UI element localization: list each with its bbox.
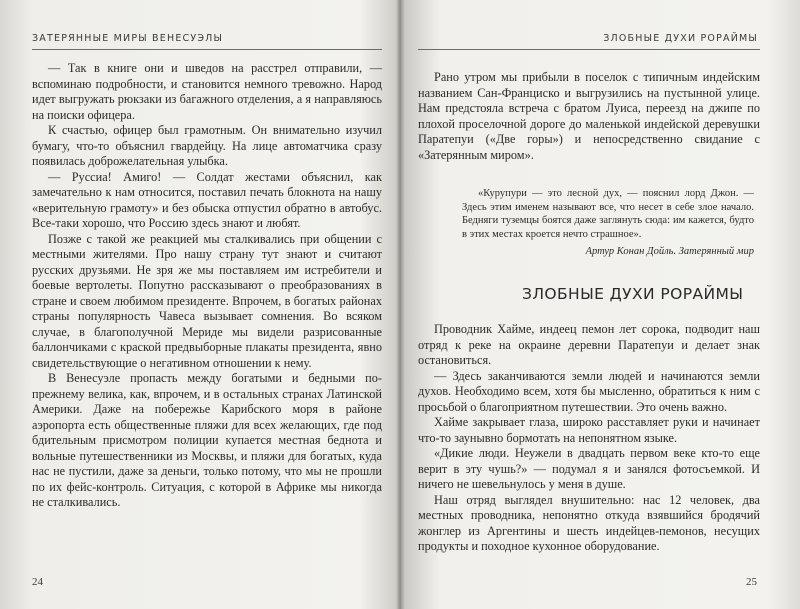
paragraph: К счастью, офицер был грамотным. Он внимательно изучил бумагу, что-то объяснил гвардейцу. На лице автоматчика сразу появилась доброжелательная улыбка. <box>32 123 382 168</box>
page-number: 24 <box>32 576 43 588</box>
intro-text <box>418 70 760 163</box>
paragraph: — Здесь заканчиваются земли людей и начинаются земли духов. Необходимо всем, хотя бы мысленно, обратиться к ним с просьбой о благоприятном путешествии. Это очень важно. <box>418 368 760 414</box>
right-body-text <box>418 322 760 555</box>
paragraph: Проводник Хайме, индеец пемон лет сорока, подводит наш отряд к реке на окраине деревни Паратепуи и делает знак остановиться. <box>418 322 760 367</box>
epigraph-text: «Курупури — это лесной дух, — пояснил лорд Джон. — Здесь этим именем называют все, что несет в себе злое начало. Бедняги туземцы боятся даже заглянуть сюда: им кажется, будто в этих местах кроется нечто страшное». <box>462 188 754 240</box>
paragraph: — Руссиа! Амиго! — Солдат жестами объяснил, как замечательно к нам относится, поставил печать блокнота на нашу «верительную грамоту» и без обыска отпустил обратно в автобус. Все-таки хорошо, что Россию здесь знают и любят. <box>32 169 382 230</box>
paragraph: Рано утром мы прибыли в поселок с типичным индейским названием Сан-Франциско и выгрузились на пустынной улице. Нам предстояла встреча с братом Луиса, переезд на джипе по плохой проселочной дороге до маленькой индейской деревушки Паратепуи («Две горы») и непосредственно свидание с «Затерянным миром». <box>418 70 760 162</box>
paragraph: «Дикие люди. Неужели в двадцать первом веке кто-то еще верит в эту чушь?» — подумал я и занялся фотосъемкой. И ничего не шевельнулось у меня в душе. <box>418 446 760 491</box>
paragraph: Позже с такой же реакцией мы сталкивались при общении с местными жителями. Про нашу страну тут знают и считают русских друзьями. Не зря же мы поставляем им истребители и боевые вертолеты. Попутно рассказывают о преобразованиях в стране и своем любимом президенте. Впрочем, в богатых районах страны популярность Чавеса вызывает сомнения. Во всяком случае, в благополучной Мериде мы видели разрисованные баллончиками с краской предвыборные плакаты президента, явно свидетельствующие о негативном отношении к нему. <box>32 231 382 370</box>
paragraph: Наш отряд выглядел внушительно: нас 12 человек, два местных проводника, непонятно откуда взявшийся бродячий жонглер из Аргентины и шесть индейцев-пемонов, несущих продукты и походное кухонное оборудование. <box>418 492 760 553</box>
left-body-text <box>32 61 382 511</box>
header-rule <box>418 49 760 50</box>
paragraph: — Так в книге они и шведов на расстрел отправили, — вспоминаю подробности, и становится немного тревожно. Народ идет выгружать рюкзаки из багажного отделения, а я направляюсь на поиски офицера. <box>32 61 382 122</box>
epigraph <box>462 187 754 259</box>
running-head: ЗЛОБНЫЕ ДУХИ РОРАЙМЫ <box>603 33 758 44</box>
left-page <box>0 0 398 609</box>
running-head: ЗАТЕРЯННЫЕ МИРЫ ВЕНЕСУЭЛЫ <box>32 33 224 44</box>
header-rule <box>32 49 382 50</box>
epigraph-attribution: Артур Конан Дойль. Затерянный мир <box>585 246 754 257</box>
paragraph: Хайме закрывает глаза, широко расставляет руки и начинает что-то заунывно бормотать на непонятном языке. <box>418 415 760 445</box>
paragraph: В Венесуэле пропасть между богатыми и бедными по-прежнему велика, как, впрочем, и в остальных странах Латинской Америки. Даже на побережье Карибского моря в районе аэропорта есть общественные пляжи для всех желающих, где под бдительным присмотром полиции купается местная беднота и вольные путешественники из Москвы, и пляжи для богатых, куда нас не пустили, даже за деньги, только потому, что мы не прошли по их фейс-контроль. Ситуация, с которой в Африке мы никогда не сталкивались. <box>32 371 382 509</box>
chapter-title: ЗЛОБНЫЕ ДУХИ РОРАЙМЫ <box>522 285 744 303</box>
page-number: 25 <box>746 576 757 588</box>
right-page <box>402 0 800 609</box>
